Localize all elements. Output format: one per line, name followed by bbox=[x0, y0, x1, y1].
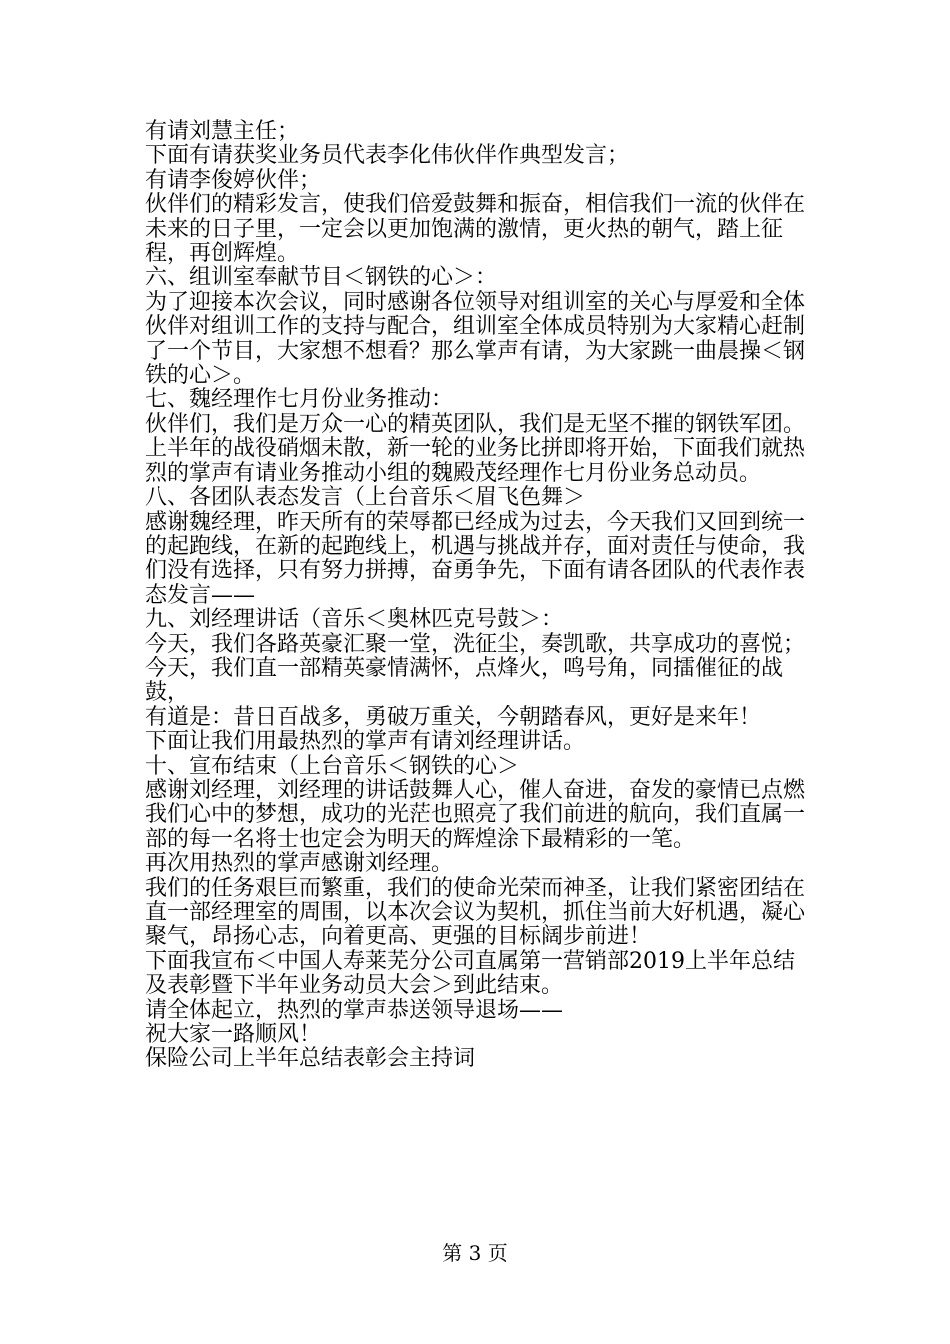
section-heading: 六、组训室奉献节目＜钢铁的心＞： bbox=[145, 265, 498, 291]
section-heading: 十、宣布结束（上台音乐＜钢铁的心＞ bbox=[145, 753, 520, 779]
paragraph: 有请李俊婷伙伴； bbox=[145, 167, 322, 193]
section-heading: 九、刘经理讲话（音乐＜奥林匹克号鼓＞： bbox=[145, 607, 564, 633]
paragraph: 感谢魏经理，昨天所有的荣辱都已经成为过去，今天我们又回到统一的起跑线，在新的起跑线上，机遇与挑战并存，面对责任与使命，我们没有选择，只有努力拼搏，奋勇争先，下面有请各团队的代表作表态发言—— bbox=[145, 509, 806, 608]
paragraph: 今天，我们直一部精英豪情满怀，点烽火，鸣号角，同擂催征的战鼓， bbox=[145, 655, 784, 706]
paragraph: 今天，我们各路英豪汇聚一堂，洗征尘，奏凯歌，共享成功的喜悦； bbox=[145, 631, 806, 657]
section-heading: 七、魏经理作七月份业务推动： bbox=[145, 387, 454, 413]
paragraph: 下面我宣布＜中国人寿莱芜分公司直属第一营销部2019上半年总结及表彰暨下半年业务动员大会＞到此结束。 bbox=[145, 948, 795, 999]
paragraph: 祝大家一路顺风！ bbox=[145, 1022, 322, 1048]
paragraph: 下面有请获奖业务员代表李化伟伙伴作典型发言； bbox=[145, 143, 630, 169]
paragraph: 我们的任务艰巨而繁重，我们的使命光荣而神圣，让我们紧密团结在直一部经理室的周围，以本次会议为契机，抓住当前大好机遇，凝心聚气，昂扬心志，向着更高、更强的目标阔步前进！ bbox=[145, 875, 806, 950]
paragraph: 我们心中的梦想，成功的光茫也照亮了我们前进的航向，我们直属一部的每一名将士也定会为明天的辉煌涂下最精彩的一笔。 bbox=[145, 802, 806, 852]
document-title-line: 保险公司上半年总结表彰会主持词 bbox=[145, 1046, 476, 1072]
paragraph: 伙伴们，我们是万众一心的精英团队，我们是无坚不摧的钢铁军团。上半年的战役硝烟未散，新一轮的业务比拼即将开始，下面我们就热烈的掌声有请业务推动小组的魏殿茂经理作七月份业务总动员。 bbox=[145, 411, 806, 486]
document-body bbox=[145, 120, 810, 1072]
paragraph: 有道是：昔日百战多，勇破万重关，今朝踏春风，更好是来年！ bbox=[145, 704, 762, 730]
paragraph: 伙伴们的精彩发言，使我们倍爱鼓舞和振奋，相信我们一流的伙伴在未来的日子里，一定会以更加饱满的激情，更火热的朝气，踏上征程，再创辉煌。 bbox=[145, 192, 806, 267]
paragraph: 再次用热烈的掌声感谢刘经理。 bbox=[145, 851, 454, 877]
paragraph: 有请刘慧主任； bbox=[145, 119, 300, 144]
paragraph: 感谢刘经理，刘经理的讲话鼓舞人心，催人奋进，奋发的豪情已点燃 bbox=[145, 777, 806, 803]
paragraph: 下面让我们用最热烈的掌声有请刘经理讲话。 bbox=[145, 729, 586, 755]
section-heading: 八、各团队表态发言（上台音乐＜眉飞色舞＞ bbox=[145, 485, 586, 511]
paragraph: 请全体起立，热烈的掌声恭送领导退场—— bbox=[145, 997, 564, 1023]
paragraph: 为了迎接本次会议，同时感谢各位领导对组训室的关心与厚爱和全体伙伴对组训工作的支持与配合，组训室全体成员特别为大家精心赶制了一个节目，大家想不想看？那么掌声有请，为大家跳一曲晨操＜钢铁的心＞。 bbox=[145, 289, 806, 389]
page-number-footer: 第 3 页 bbox=[442, 1241, 508, 1265]
